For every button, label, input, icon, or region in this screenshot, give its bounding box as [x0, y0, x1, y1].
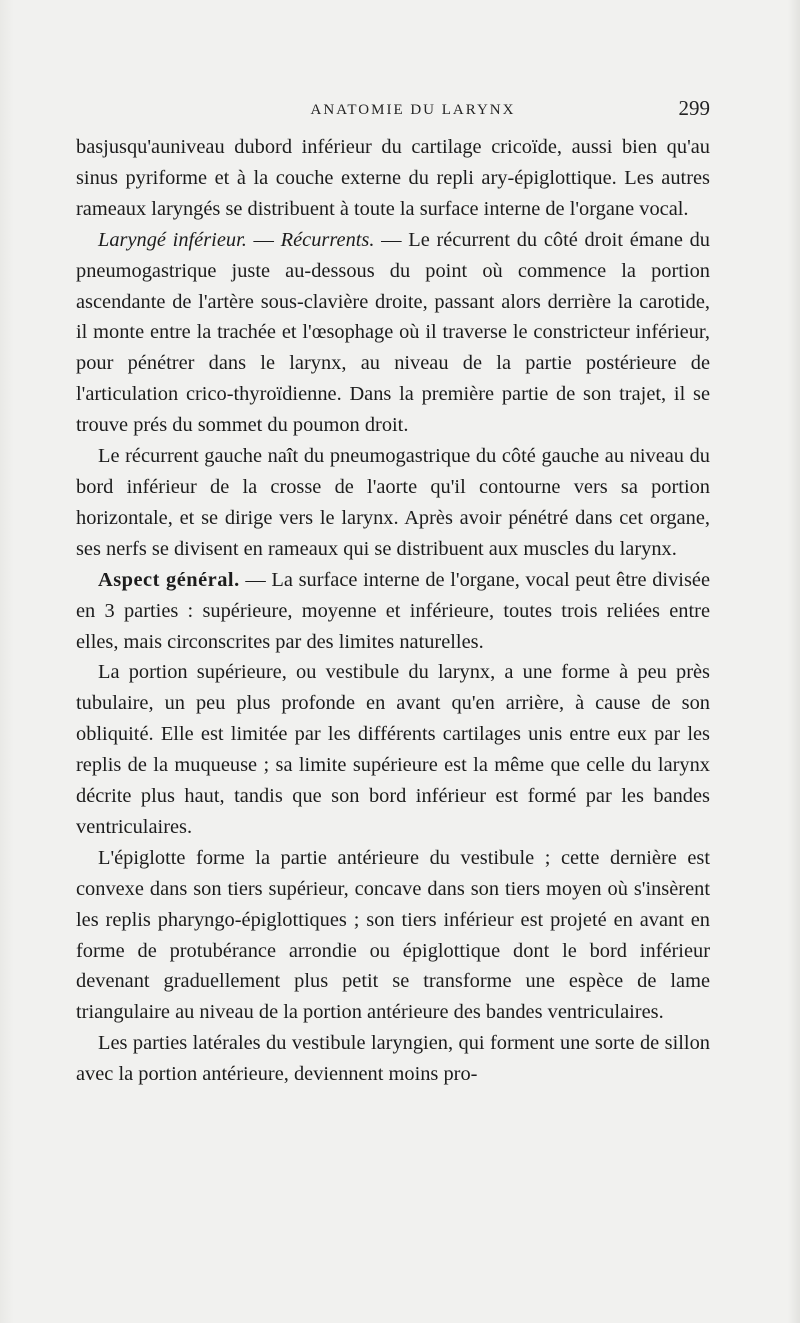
running-head: [76, 96, 710, 122]
paragraph-7: Les parties latérales du vestibule laryngien, qui forment une sorte de sillon avec la portion antérieure, deviennent moins pro-: [76, 1032, 710, 1086]
paragraph-3: Le récurrent gauche naît du pneumogastrique du côté gauche au niveau du bord inférieur de la crosse de l'aorte qu'il contourne vers sa portion horizontale, et se dirige vers le larynx. Après avoir pénétré dans cet organe, ses nerfs se divisent en rameaux qui se distribuent aux muscles du larynx.: [76, 445, 710, 560]
section-heading-recurrents: Récurrents.: [280, 228, 375, 251]
paragraph-4: [76, 565, 710, 658]
paragraph-6: L'épiglotte forme la partie antérieure du vestibule ; cette dernière est convexe dans son tiers supérieur, concave dans son tiers moyen où s'insèrent les replis pharyngo-épiglottiques ; son tiers inférieur est projeté en avant en forme de protubérance arrondie ou épiglottique dont le bord inférieur devenant graduellement plus petit se transforme une espèce de lame triangulaire au niveau de la portion antérieure des bandes ventriculaires.: [76, 846, 710, 1024]
section-heading-aspect-general: Aspect général.: [98, 568, 240, 591]
paragraph-2: [76, 225, 710, 441]
body-text: [76, 132, 710, 1090]
paragraph-1: basjusqu'auniveau dubord inférieur du cartilage cricoïde, aussi bien qu'au sinus pyriforme et à la couche externe du repli ary-épiglottique. Les autres rameaux laryngés se distribuent à toute la surface interne de l'organe vocal.: [76, 136, 710, 220]
section-heading-larynge-inferieur: Laryngé inférieur.: [98, 228, 247, 251]
paragraph-2-text: — Le récurrent du côté droit émane du pneumogastrique juste au-dessous du point où commence la portion ascendante de l'artère sous-clavière droite, passant alors derrière la carotide, il monte entre la trachée et l'œsophage où il traverse le constricteur inférieur, pour pénétrer dans le larynx, au niveau de la partie postérieure de l'articulation crico-thyroïdienne. Dans la première partie de son trajet, il se trouve prés du sommet du poumon droit.: [76, 228, 710, 437]
running-title: ANATOMIE DU LARYNX: [310, 102, 516, 118]
heading-dash: —: [246, 228, 281, 251]
paragraph-4-text: — La surface interne de l'organe, vocal peut être divisée en 3 parties : supérieure, moyenne et inférieure, toutes trois reliées entre elles, mais circonscrites par des limites naturelles.: [76, 568, 710, 653]
paragraph-5: La portion supérieure, ou vestibule du larynx, a une forme à peu près tubulaire, un peu plus profonde en avant qu'en arrière, à cause de son obliquité. Elle est limitée par les différents cartilages unis entre eux par les replis de la muqueuse ; sa limite supérieure est la même que celle du larynx décrite plus haut, tandis que son bord inférieur est formé par les bandes ventriculaires.: [76, 661, 710, 838]
page-number: 299: [678, 96, 710, 120]
